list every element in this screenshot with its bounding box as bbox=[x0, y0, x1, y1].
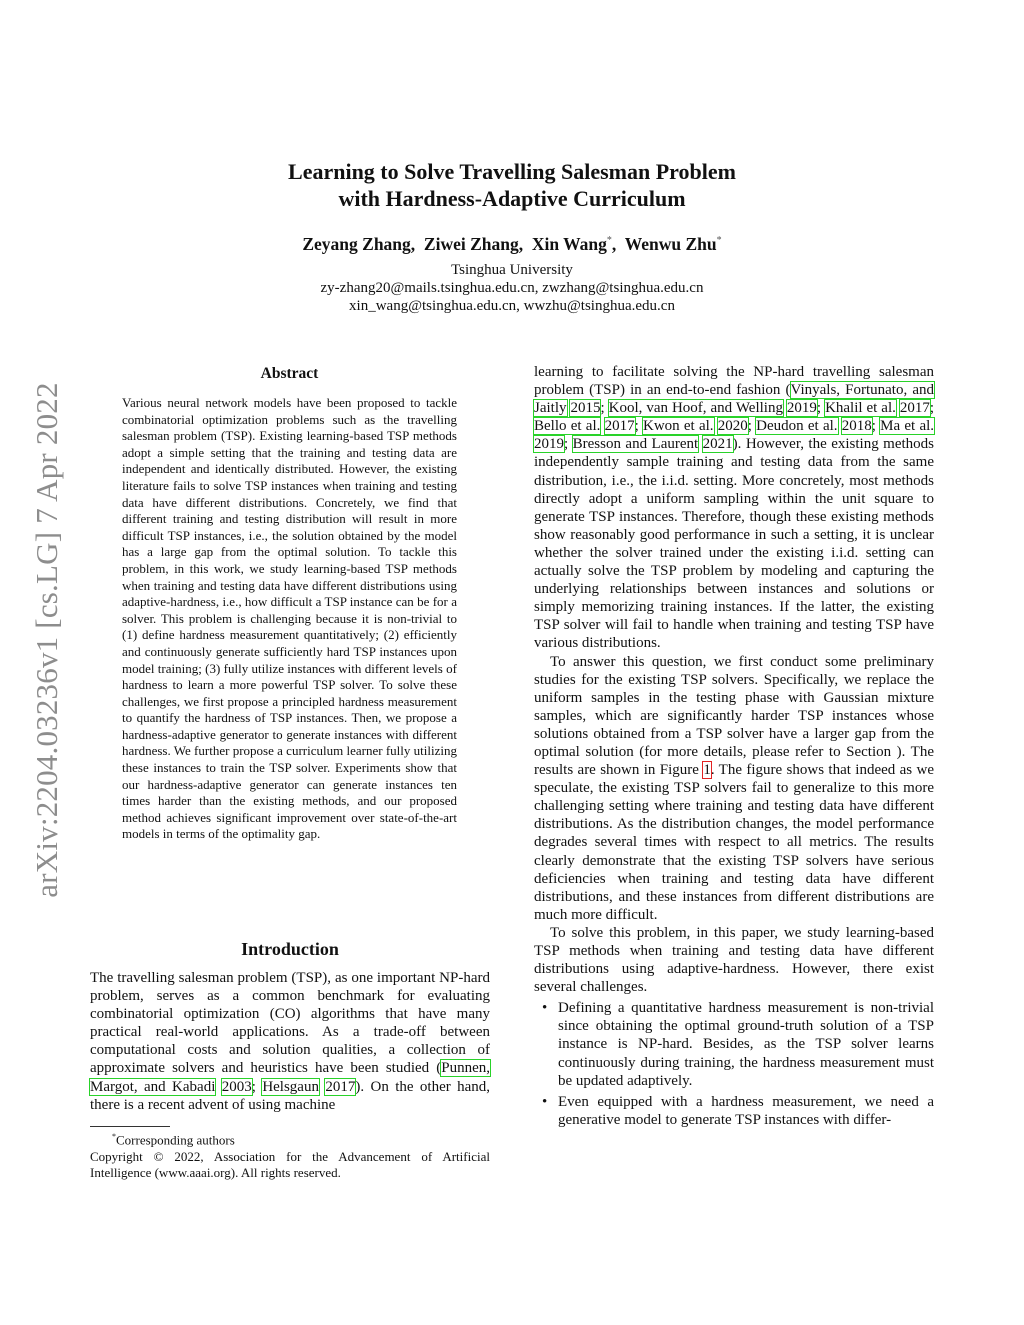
title-line-1: Learning to Solve Travelling Salesman Problem bbox=[288, 159, 736, 184]
affiliation: Tsinghua University bbox=[451, 262, 573, 278]
abstract-text: Various neural network models have been proposed to tackle combinatorial optimization problems such as the travelling salesman problem (TSP). Existing learning-based TSP methods adopt a simple setting that the training and testing data are independent and identically distributed. However, the existing literature fails to solve TSP instances when training and testing data have different distributions. Concretely, we find that different training and testing distribution will result in more difficult TSP instances, i.e., the solution obtained by the model has a large gap from the optimal solution. To tackle this problem, in this work, we study learning-based TSP methods when training and testing data have different distributions using adaptive-hardness, i.e., how difficult a TSP instance can be for a solver. This problem is challenging because it is non-trivial to (1) define hardness measurement quantitatively; (2) efficiently and continuously generate sufficiently hard TSP instances upon model training; (3) fully utilize instances with different levels of hardness to learn a more powerful TSP solver. To solve these challenges, we first propose a principled hardness measurement to quantify the hardness of TSP instances. Then, we propose a hardness-adaptive generator to generate instances with different hardness. We further propose a curriculum learner fully utilizing these instances to train the TSP solver. Experiments show that our hardness-adaptive generator can generate instances ten times harder than the existing methods, and our proposed method achieves significant improvement over state-of-the-art models in terms of the optimality gap. bbox=[122, 395, 457, 842]
list-item: • Even equipped with a hardness measurement, we need a generative model to generate TSP instances with differ- bbox=[534, 1093, 934, 1129]
citation-link[interactable]: Helsgaun bbox=[262, 1078, 319, 1095]
right-paragraph-1 bbox=[534, 363, 934, 653]
paragraph-text: . The figure shows that indeed as we speculate, the existing TSP solvers fail to generalize to this more challenging setting where training and testing data have different distributions. As the distribution changes, the model performance degrades several times with respect to all metrics. The results clearly demonstrate that the existing TSP solvers have serious deficiencies when training and testing data have different distributions, and these instances from different distributions are much more difficult. bbox=[534, 762, 934, 923]
paragraph-text: To answer this question, we first conduct some preliminary studies for the existing TSP solvers. Specifically, we replace the uniform samples in the testing phase with Gaussian mixture samples, which are significantly harder TSP instances whose solutions obtained from a TSP solver have a larger gap from the optimal solution (for more details, please refer to Section ). The results are shown in Figure bbox=[534, 653, 934, 779]
challenges-list bbox=[534, 999, 934, 1129]
citation-year-link[interactable]: 2017 bbox=[604, 418, 635, 435]
citation-year-link[interactable]: 2003 bbox=[221, 1078, 252, 1095]
citation-year-link[interactable]: 2015 bbox=[570, 400, 601, 417]
emails-line-1: zy-zhang20@mails.tsinghua.edu.cn, zwzhang@tsinghua.edu.cn bbox=[320, 280, 704, 296]
citation-year-link[interactable]: 2020 bbox=[717, 418, 748, 435]
cite-separator: ; bbox=[747, 418, 757, 435]
citation-year-link[interactable]: 2017 bbox=[899, 400, 930, 417]
introduction-heading: Introduction bbox=[241, 939, 339, 959]
right-column bbox=[534, 363, 934, 1132]
author-list bbox=[90, 234, 934, 255]
author-3-separator: , bbox=[611, 234, 617, 254]
cite-separator: ; bbox=[600, 400, 609, 417]
cite-separator bbox=[600, 418, 604, 434]
cite-separator: ; bbox=[929, 400, 935, 417]
citation-link[interactable]: Bresson and Laurent bbox=[572, 436, 699, 453]
abstract-section bbox=[122, 365, 457, 843]
figure-reference-link[interactable]: 1 bbox=[703, 762, 711, 779]
right-paragraph-2 bbox=[534, 653, 934, 924]
author-4: Wenwu Zhu bbox=[624, 234, 717, 254]
author-3: Xin Wang bbox=[531, 234, 607, 254]
paper-title bbox=[90, 158, 934, 212]
citation-link[interactable]: Kwon et al. bbox=[643, 418, 714, 435]
cite-separator: ; bbox=[251, 1078, 263, 1095]
author-2: Ziwei Zhang, bbox=[423, 234, 524, 254]
author-3-mark: * bbox=[606, 235, 612, 247]
intro-text: The travelling salesman problem (TSP), as one important NP-hard problem, serves as a common benchmark for evaluating combinatorial optimization (CO) algorithms that have many practical real-world applications. As a trade-off between computational costs and solution qualities, a collection of approximate solvers and heuristics have been studied ( bbox=[90, 970, 490, 1077]
citation-year-link[interactable]: 2019 bbox=[534, 436, 564, 453]
cite-separator: ; bbox=[816, 400, 826, 417]
cite-separator: ; bbox=[634, 418, 643, 435]
list-item: • Defining a quantitative hardness measurement is non-trivial since obtaining the optimal ground-truth solution of a TSP instance is NP-hard. Besides, as the TSP solver learns continuously during training, the hardness measurement must be updated adaptively. bbox=[534, 999, 934, 1089]
author-4-mark: * bbox=[716, 235, 722, 247]
copyright-notice: Copyright © 2022, Association for the Advancement of Artificial Intelligence (www.aaai.org). All rights reserved. bbox=[90, 1148, 490, 1180]
title-line-2: with Hardness-Adaptive Curriculum bbox=[338, 186, 686, 211]
cite-separator: ; bbox=[871, 418, 881, 435]
emails-line-2: xin_wang@tsinghua.edu.cn, wwzhu@tsinghua.edu.cn bbox=[349, 298, 675, 314]
citation-year-link[interactable]: 2017 bbox=[325, 1078, 356, 1095]
abstract-heading: Abstract bbox=[260, 365, 319, 382]
footnote-corresponding bbox=[90, 1129, 490, 1149]
citation-link[interactable]: Khalil et al. bbox=[825, 400, 896, 417]
citation-year-link[interactable]: 2019 bbox=[786, 400, 817, 417]
paragraph-text: ). However, the existing methods independently sample training and testing data from the same distribution, i.e., the i.i.d. setting. More concretely, most methods directly adopt a uniform sampling within the unit square to generate TSP instances. Therefore, though these existing methods show reasonably good performance in such a setting, it is unclear whether the solver trained under the existing i.i.d. setting can actually solve the TSP problem by modeling and capturing the underlying relationships between instances and solutions or simply memorizing training instances. If the latter, the existing TSP solver will fail to handle when training and testing TSP have various distributions. bbox=[534, 436, 934, 652]
intro-text-tail: ). On the other hand, there is a recent advent of using machine bbox=[90, 1078, 491, 1113]
citation-link[interactable]: Deudon et al. bbox=[756, 418, 838, 435]
introduction-paragraph bbox=[90, 969, 490, 1114]
cite-separator: ; bbox=[564, 436, 573, 453]
citation-link[interactable]: Punnen, Margot, and Kabadi bbox=[90, 1060, 490, 1095]
citation-link[interactable]: Ma et al. bbox=[880, 418, 935, 435]
citation-year-link[interactable]: 2018 bbox=[841, 418, 872, 435]
title-block bbox=[90, 158, 934, 315]
affiliation-block bbox=[90, 261, 934, 315]
footnote-text: Corresponding authors bbox=[116, 1132, 235, 1148]
footnote-rule bbox=[90, 1126, 170, 1127]
arxiv-stamp: arXiv:2204.03236v1 [cs.LG] 7 Apr 2022 bbox=[29, 382, 64, 898]
citation-link[interactable]: Vinyals, Fortunato, and Jaitly bbox=[534, 382, 935, 417]
citation-link[interactable]: Bello et al. bbox=[534, 418, 601, 435]
cite-separator bbox=[215, 1079, 221, 1095]
introduction-body bbox=[90, 969, 490, 1114]
citation-year-link[interactable]: 2021 bbox=[702, 436, 733, 453]
paragraph-text: learning to facilitate solving the NP-hard travelling salesman problem (TSP) in an end-to-end fashion ( bbox=[534, 364, 934, 399]
footnote bbox=[90, 1129, 490, 1181]
author-1: Zeyang Zhang, bbox=[302, 234, 416, 254]
cite-separator bbox=[698, 436, 702, 452]
right-paragraph-3: To solve this problem, in this paper, we study learning-based TSP methods when training and testing data have different distributions using adaptive-hardness. However, there exist several challenges. bbox=[534, 924, 934, 996]
footnote-mark: * bbox=[112, 1132, 116, 1141]
citation-link[interactable]: Kool, van Hoof, and Welling bbox=[608, 400, 783, 417]
